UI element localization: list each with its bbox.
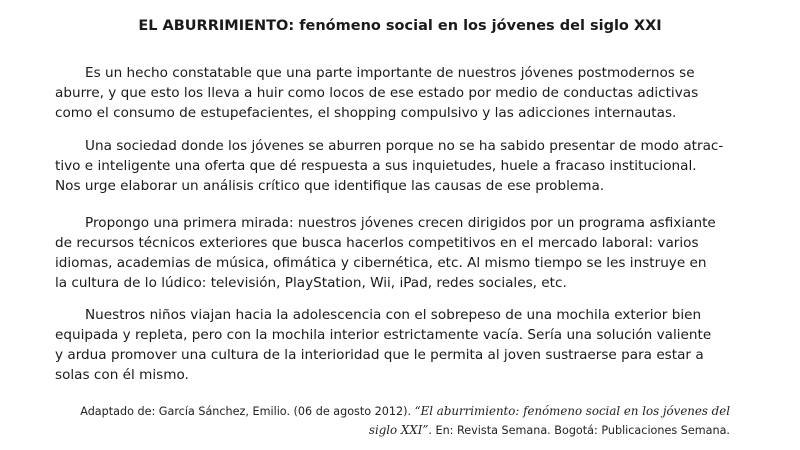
paragraph-line: y ardua promover una cultura de la interioridad que le permita al joven sustraerse para estar a [55,347,704,363]
paragraph-line: solas con él mismo. [55,367,189,383]
paragraph-2 [55,136,731,196]
paragraph-line: equipada y repleta, pero con la mochila interior estrictamente vacía. Sería una solución valiente [55,327,712,343]
paragraph-line: Es un hecho constatable que una parte importante de nuestros jóvenes postmodernos se [85,65,695,81]
document-title: EL ABURRIMIENTO: fenómeno social en los jóvenes del siglo XXI [138,18,662,34]
paragraph-line: tivo e inteligente una oferta que dé respuesta a sus inquietudes, huele a fracaso institucional. [55,158,697,174]
paragraph-line: Nuestros niños viajan hacia la adolescencia con el sobrepeso de una mochila exterior bien [85,307,702,323]
citation-title-continued: siglo XXI” [368,423,429,437]
citation-line-1 [60,402,730,421]
paragraph-line: idiomas, academias de música, ofimática y cibernética, etc. Al mismo tiempo se les instruye en [55,255,707,271]
paragraph-line: de recursos técnicos exteriores que busca hacerlos competitivos en el mercado laboral: varios [55,235,699,251]
paragraph-3 [55,213,731,293]
paragraph-line: como el consumo de estupefacientes, el shopping compulsivo y las adicciones internautas. [55,105,677,121]
citation-suffix: . En: Revista Semana. Bogotá: Publicaciones Semana. [428,424,730,437]
citation-title: “El aburrimiento: fenómeno social en los jóvenes del [414,404,730,418]
source-citation [60,402,730,440]
paragraph-1 [55,63,731,123]
paragraph-line: Propongo una primera mirada: nuestros jóvenes crecen dirigidos por un programa asfixiante [85,215,716,231]
paragraph-line: Nos urge elaborar un análisis crítico que identifique las causas de ese problema. [55,178,605,194]
paragraph-line: aburre, y que esto los lleva a huir como locos de ese estado por medio de conductas adictivas [55,85,699,101]
paragraph-line: Una sociedad donde los jóvenes se aburren porque no se ha sabido presentar de modo atrac- [85,138,724,154]
citation-prefix: Adaptado de: García Sánchez, Emilio. (06 de agosto 2012). [80,405,415,418]
citation-line-2 [60,421,730,440]
paragraph-4 [55,305,731,385]
paragraph-line: la cultura de lo lúdico: televisión, PlayStation, Wii, iPad, redes sociales, etc. [55,275,567,291]
